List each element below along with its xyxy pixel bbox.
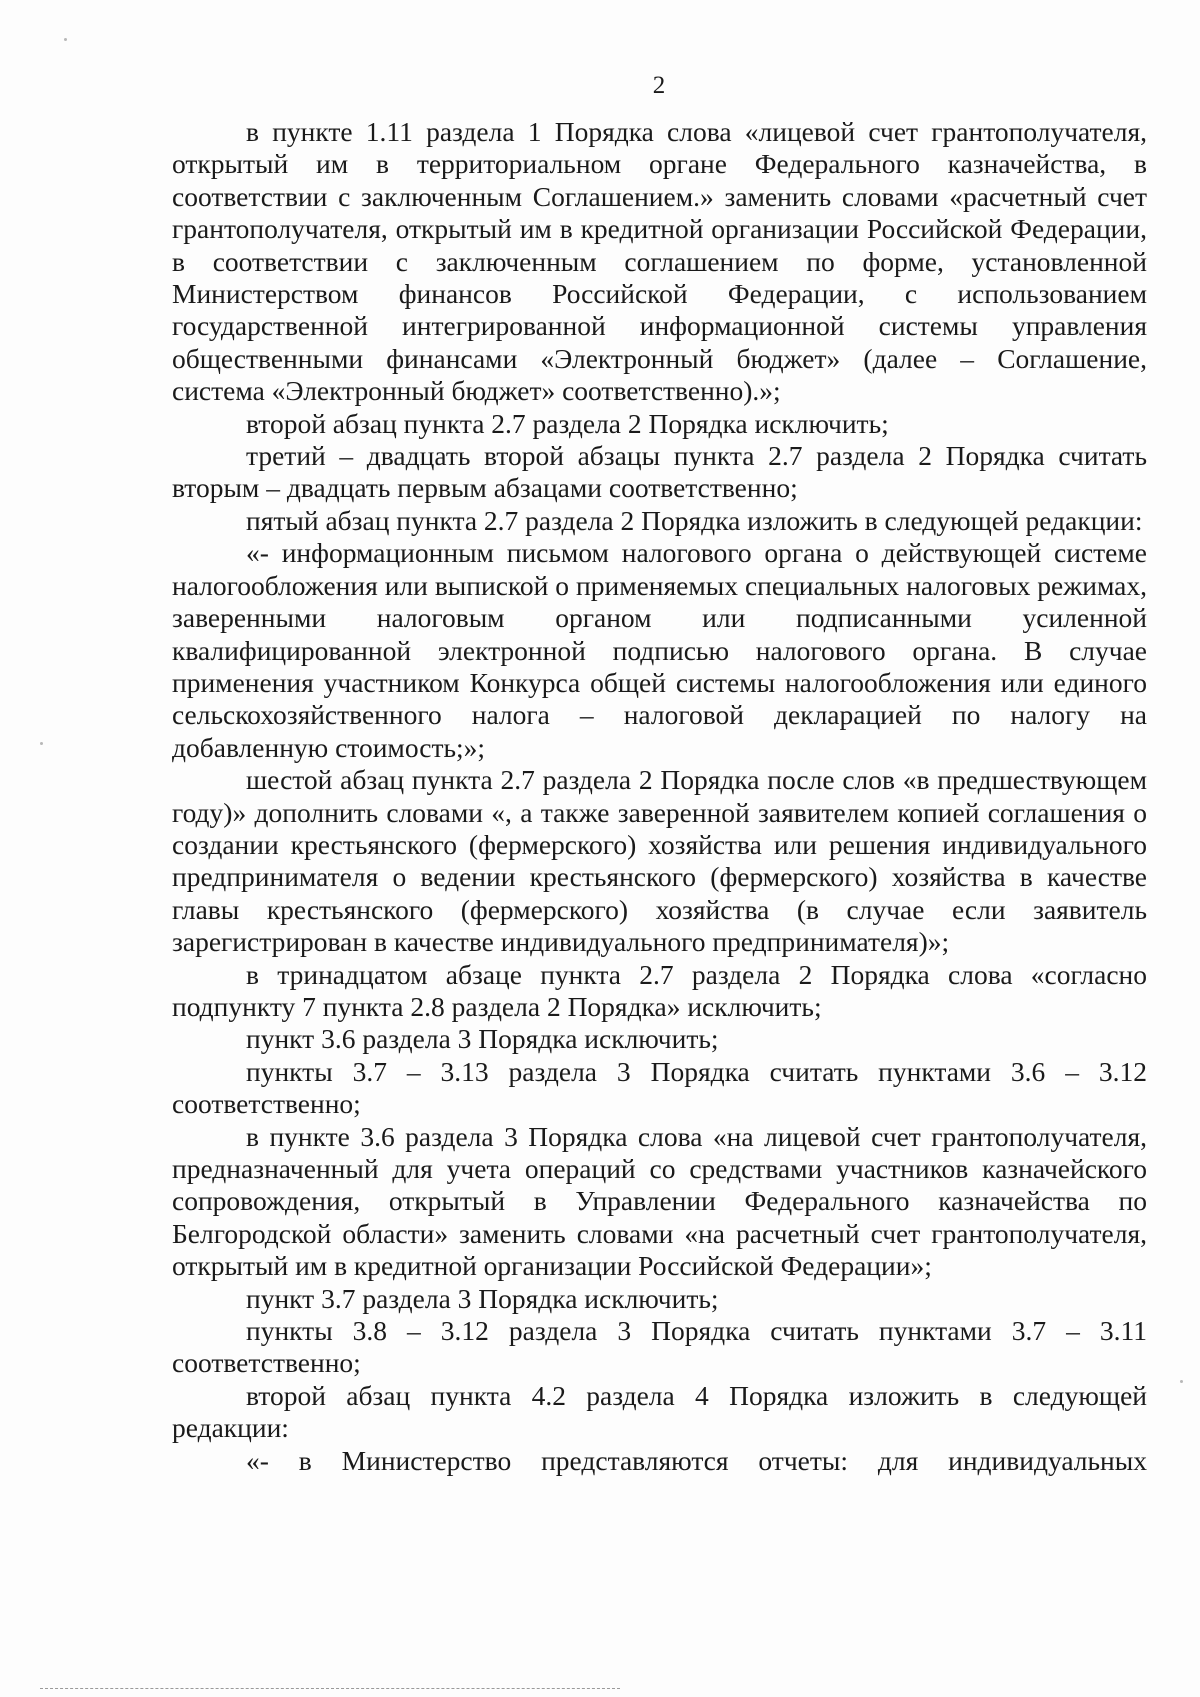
paragraph-2: второй абзац пункта 2.7 раздела 2 Порядка исключить; (246, 407, 889, 439)
paragraph-9: пункты 3.7 – 3.13 раздела 3 Порядка считать пунктами 3.6 – 3.12 соответственно; (172, 1055, 1147, 1120)
paragraph-13: второй абзац пункта 4.2 раздела 4 Порядка изложить в следующей редакции: (172, 1379, 1147, 1444)
scan-speck (64, 38, 67, 41)
document-body (172, 116, 1147, 1477)
paragraph-11: пункт 3.7 раздела 3 Порядка исключить; (246, 1282, 719, 1314)
paragraph-8: пункт 3.6 раздела 3 Порядка исключить; (246, 1023, 719, 1055)
scan-speck (40, 742, 43, 745)
page-number: 2 (652, 72, 666, 99)
paragraph-7: в тринадцатом абзаце пункта 2.7 раздела 2 Порядка слова «согласно подпункту 7 пункта 2.8 раздела 2 Порядка» исключить; (172, 958, 1147, 1022)
paragraph-3: третий – двадцать второй абзацы пункта 2.7 раздела 2 Порядка считать вторым – двадцать первым абзацами соответственно; (172, 440, 1147, 504)
paragraph-4: пятый абзац пункта 2.7 раздела 2 Порядка изложить в следующей редакции: (246, 504, 1143, 536)
paragraph-14: «- в Министерство представляются отчеты: для индивидуальных (246, 1444, 1147, 1476)
paragraph-10: в пункте 3.6 раздела 3 Порядка слова «на лицевой счет грантополучателя, предназначенный для учета операций со средствами участников казначейского сопровождения, открытый в Управлении Федерального казначейства по Белгородской области» заменить словами «на расчетный счет грантополучателя, открытый им в кредитной организации Российской Федерации»; (172, 1120, 1147, 1282)
paragraph-5: «- информационным письмом налогового органа о действующей системе налогообложения или выпиской о применяемых специальных налоговых режимах, заверенными налоговым органом или подписанными усиленной квалифицированной электронной подписью налогового органа. В случае применения участником Конкурса общей системы налогообложения или единого сельскохозяйственного налога – налоговой декларацией по налогу на добавленную стоимость;»; (172, 537, 1147, 763)
paragraph-1: в пункте 1.11 раздела 1 Порядка слова «лицевой счет грантополучателя, открытый им в территориальном органе Федерального казначейства, в соответствии с заключенным Соглашением.» заменить словами «расчетный счет грантополучателя, открытый им в кредитной организации Российской Федерации, в соответствии с заключенным соглашением по форме, установленной Министерством финансов Российской Федерации, с использованием государственной интегрированной информационной системы управления общественными финансами «Электронный бюджет» (далее – Соглашение, система «Электронный бюджет» соответственно).»; (172, 116, 1147, 407)
scan-speck (1180, 1380, 1183, 1383)
scan-bottom-edge (40, 1688, 620, 1689)
paragraph-6: шестой абзац пункта 2.7 раздела 2 Порядка после слов «в предшествующем году)» дополнить словами «, а также заверенной заявителем копией соглашения о создании крестьянского (фермерского) хозяйства или решения индивидуального предпринимателя о ведении крестьянского (фермерского) хозяйства в качестве главы крестьянского (фермерского) хозяйства (в случае если заявитель зарегистрирован в качестве индивидуального предпринимателя)»; (172, 764, 1147, 958)
paragraph-12: пункты 3.8 – 3.12 раздела 3 Порядка считать пунктами 3.7 – 3.11 соответственно; (172, 1315, 1147, 1379)
